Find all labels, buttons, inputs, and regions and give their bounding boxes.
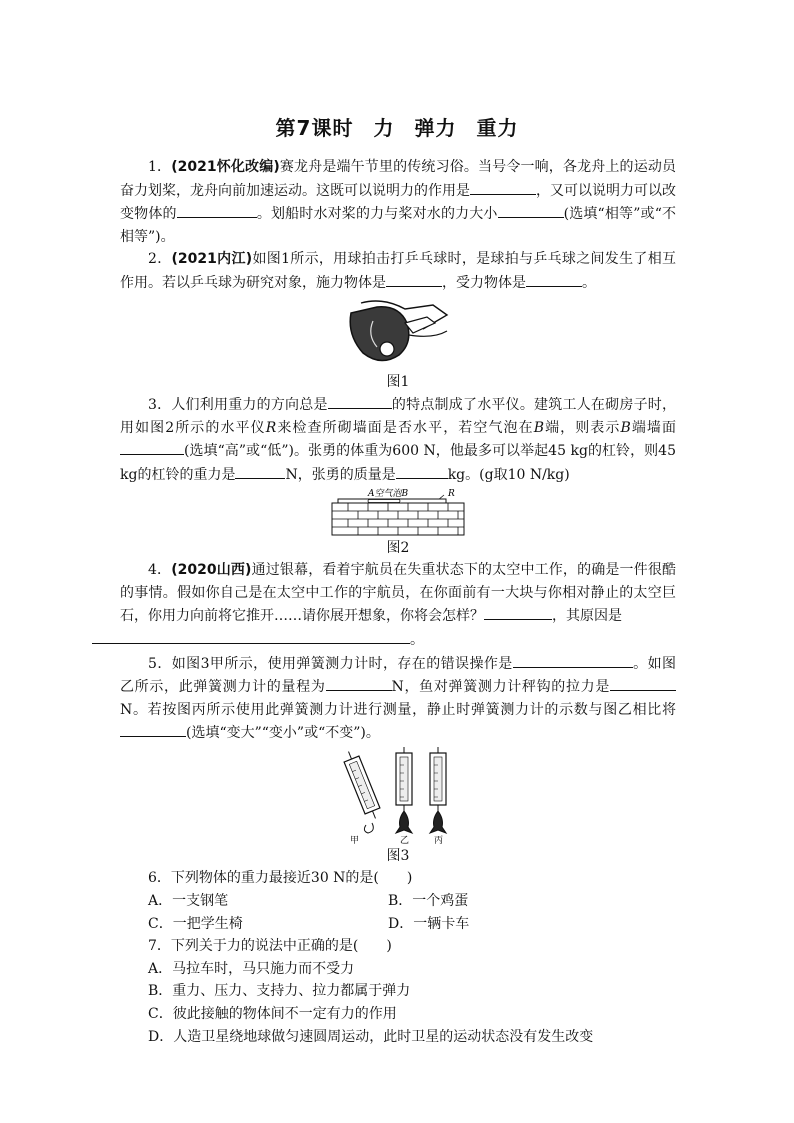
figure-3: [120, 745, 676, 845]
q3-symbol-b: B: [533, 419, 544, 436]
q5-text-3: N，鱼对弹簧测力计秤钩的拉力是: [391, 679, 611, 696]
q1-blank-2[interactable]: [177, 202, 257, 218]
q3-text-7: N，张勇的质量是: [285, 466, 396, 483]
q1-blank-1[interactable]: [470, 179, 536, 195]
title-topic-force: 力: [373, 116, 395, 140]
q3-text-8: kg。(g取10 N/kg): [447, 466, 570, 483]
questions-area: [120, 156, 676, 1048]
q2-number: 2．: [148, 251, 172, 268]
level-on-brick-wall-illustration: [328, 487, 468, 537]
q6-option-b[interactable]: B．一个鸡蛋: [388, 893, 469, 910]
figure-3-caption: 图3: [386, 847, 410, 864]
q1-blank-3[interactable]: [498, 202, 564, 218]
q3-text-5: 端墙面: [630, 419, 677, 436]
q5-text-4: N。若按图丙所示使用此弹簧测力计进行测量，静止时弹簧测力计的示数与图乙相比将: [120, 701, 676, 718]
q3-symbol-b-2: B: [620, 419, 631, 436]
q5-blank-3[interactable]: [610, 675, 676, 691]
q2-text-3: 。: [582, 274, 596, 291]
scale-c: [430, 747, 446, 833]
question-2: [120, 248, 676, 294]
figure-3-label-a: 甲: [350, 835, 360, 845]
q3-text-4: 端，则表示: [543, 419, 621, 436]
question-3: [120, 393, 676, 486]
q4-blank-2[interactable]: [92, 628, 410, 644]
question-6: 6．下列物体的重力最接近30 N的是( ): [148, 870, 413, 887]
q7-option-c[interactable]: C．彼此接触的物体间不一定有力的作用: [148, 1006, 397, 1023]
q4-text-2: ，其原因是: [552, 608, 622, 625]
q1-text-3: 。划船时水对桨的力与桨对水的力大小: [256, 206, 498, 223]
q5-blank-4[interactable]: [120, 721, 186, 737]
title-topic-gravity: 重力: [476, 116, 519, 140]
figure-3-label-c: 丙: [434, 835, 444, 845]
q6-option-c[interactable]: C．一把学生椅: [148, 915, 243, 932]
q1-text-4: (选填“相等”或“不相等”)。: [120, 206, 677, 245]
q1-text-1: 赛龙舟是端午节里的传统习俗。当号令一响，各龙舟上的运动员奋力划桨，龙舟向前加速运动。这既可以说明力的作用是: [120, 159, 676, 199]
figure-2: [120, 487, 676, 537]
q3-text-6: (选填“高”或“低”)。张勇的体重为600 N，他最多可以举起45 kg的杠铃，则45 kg的杠铃的重力是: [120, 443, 676, 483]
q3-symbol-r: R: [265, 419, 277, 436]
title-topic-elastic: 弹力: [414, 116, 457, 140]
q2-text-1: 如图1所示，用球拍击打乒乓球时，是球拍与乒乓球之间发生了相互作用。若以乒乓球为研究对象，施力物体是: [120, 251, 676, 291]
q3-blank-2[interactable]: [120, 439, 184, 455]
q5-number: 5．: [148, 655, 172, 672]
question-1: [120, 156, 676, 248]
q3-number: 3．: [148, 397, 172, 414]
q1-number: 1．: [148, 159, 172, 175]
spring-scales-illustration: [338, 745, 458, 845]
figure-1: [120, 295, 676, 371]
page-title: [0, 112, 794, 141]
q5-text-2: 。如图乙所示，此弹簧测力计的量程为: [120, 655, 676, 696]
q5-text-1: 如图3甲所示，使用弹簧测力计时，存在的错误操作是: [171, 655, 513, 672]
q2-blank-2[interactable]: [526, 271, 582, 287]
q4-number: 4．: [148, 562, 172, 579]
paddle-ball-illustration: [343, 295, 453, 371]
figure-2-caption: 图2: [386, 539, 410, 556]
q3-blank-3[interactable]: [235, 463, 285, 479]
q2-blank-1[interactable]: [386, 271, 442, 287]
q7-option-d[interactable]: D．人造卫星绕地球做匀速圆周运动，此时卫星的运动状态没有发生改变: [148, 1028, 594, 1045]
q5-blank-1[interactable]: [513, 652, 633, 668]
q5-text-5: (选填“变大”“变小”或“不变”)。: [186, 725, 380, 742]
q3-blank-1[interactable]: [328, 393, 392, 409]
q6-option-d[interactable]: D．一辆卡车: [388, 915, 470, 932]
question-4: [120, 559, 676, 651]
question-5: [120, 652, 676, 745]
q3-text-1: 人们利用重力的方向总是: [171, 397, 328, 414]
question-7: 7．下列关于力的说法中正确的是( ): [148, 938, 392, 955]
q4-text-1: 通过银幕，看着宇航员在失重状态下的太空中工作，的确是一件很酷的事情。假如你自己是在太空中工作的宇航员，在你面前有一大块与你相对静止的太空巨石，你用力向前将它推开……请你展开想象，你将会怎样？: [120, 562, 676, 625]
q5-blank-2[interactable]: [326, 675, 392, 691]
title-lesson: 第7课时: [275, 116, 354, 140]
q7-option-a[interactable]: A．马拉车时，马只施力而不受力: [148, 960, 355, 977]
scale-b: [396, 747, 412, 833]
figure-2-r-label: R: [448, 488, 455, 499]
figure-1-caption: 图1: [386, 373, 410, 390]
q1-source: (2021怀化改编): [171, 159, 280, 175]
q6-options: [120, 890, 676, 935]
q4-source: (2020山西): [171, 562, 252, 579]
q6-option-a[interactable]: A．一支钢笔: [148, 893, 229, 910]
q4-blank-1[interactable]: [484, 604, 552, 620]
q7-option-b[interactable]: B．重力、压力、支持力、拉力都属于弹力: [148, 983, 411, 1000]
q3-blank-4[interactable]: [396, 463, 448, 479]
q2-source: (2021内江): [171, 251, 253, 268]
q3-text-3: 来检查所砌墙面是否水平，若空气泡在: [276, 419, 534, 436]
scale-a: [341, 748, 383, 821]
q2-text-2: ，受力物体是: [442, 274, 526, 291]
q4-text-3: 。: [410, 631, 424, 648]
figure-3-label-b: 乙: [400, 835, 410, 845]
q1-text-2: ，又可以说明力可以改变物体的: [120, 182, 676, 223]
q3-text-2: 的特点制成了水平仪。建筑工人在砌房子时，用如图2所示的水平仪: [120, 397, 676, 436]
figure-2-bubble-label: A空气泡B: [368, 488, 409, 499]
